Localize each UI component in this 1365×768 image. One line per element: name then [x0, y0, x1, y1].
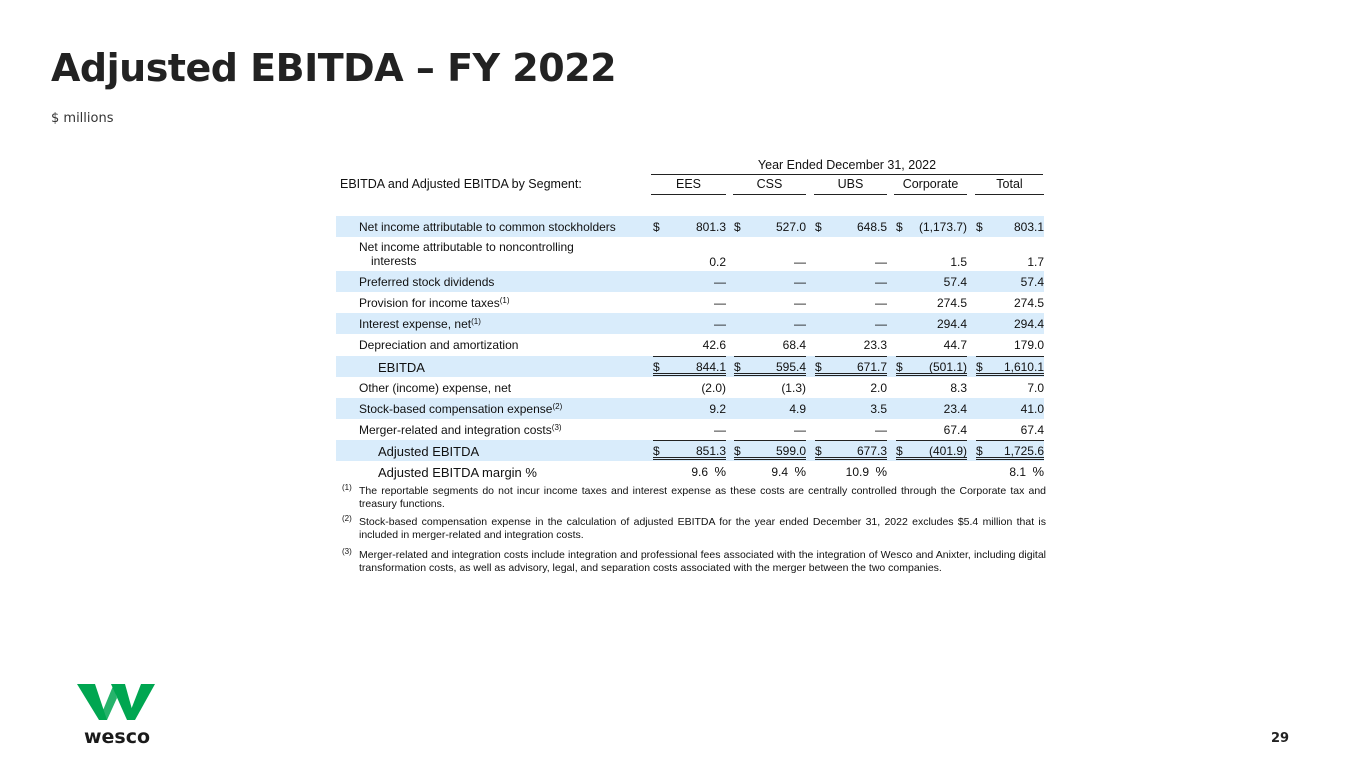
total-double-rule: [896, 373, 967, 376]
currency-symbol: $: [653, 220, 660, 234]
cell-ubs: 677.3: [856, 444, 887, 458]
total-double-rule: [734, 457, 806, 460]
wesco-logo: [77, 684, 157, 753]
cell-corporate: (1,173.7): [918, 220, 967, 234]
table-row: [336, 461, 1044, 482]
table-row: [336, 216, 1044, 237]
subtotal-rule: [896, 440, 967, 441]
cell-ees: 42.6: [702, 338, 726, 352]
row-label: Interest expense, net$^{(1)}$: [359, 317, 481, 331]
cell-css: —: [794, 275, 806, 289]
cell-css: 68.4: [782, 338, 806, 352]
percent-sign: %: [714, 464, 726, 479]
cell-css: 4.9: [789, 402, 806, 416]
subtotal-rule: [734, 356, 806, 357]
cell-corporate: 44.7: [943, 338, 967, 352]
cell-total: 1.7: [1027, 255, 1044, 269]
subtotal-rule: [976, 440, 1044, 441]
row-label: Merger-related and integration costs$^{(3)}$: [359, 423, 562, 437]
cell-total: 7.0: [1027, 381, 1044, 395]
percent-sign: %: [794, 464, 806, 479]
cell-ees: —: [714, 296, 726, 310]
currency-symbol: $: [815, 360, 822, 374]
units-subtitle: $ millions: [51, 111, 114, 126]
cell-ubs: 3.5: [870, 402, 887, 416]
wesco-logo-mark: [77, 684, 157, 748]
currency-symbol: $: [734, 220, 741, 234]
page-number: 29: [1271, 731, 1290, 746]
currency-symbol: $: [976, 444, 983, 458]
cell-css: 595.4: [775, 360, 806, 374]
table-row: [336, 356, 1044, 377]
row-label: Net income attributable to noncontrolling interests: [359, 240, 574, 268]
cell-corporate: 67.4: [943, 423, 967, 437]
cell-ees: —: [714, 423, 726, 437]
cell-total: 179.0: [1013, 338, 1044, 352]
cell-ubs: —: [875, 255, 887, 269]
cell-total: 67.4: [1020, 423, 1044, 437]
cell-ubs: 648.5: [856, 220, 887, 234]
column-header-row: [336, 174, 1044, 194]
table-row: [336, 377, 1044, 398]
period-header: [651, 156, 1043, 175]
footnote-ref: (3): [551, 423, 562, 432]
table-row: [336, 419, 1044, 440]
column-header-corporate: Corporate: [894, 177, 967, 195]
footnote-marker: (2): [342, 514, 352, 523]
currency-symbol: $: [896, 360, 903, 374]
cell-css: 527.0: [775, 220, 806, 234]
currency-symbol: $: [896, 220, 903, 234]
cell-ubs: 10.9: [845, 465, 869, 479]
currency-symbol: $: [815, 220, 822, 234]
cell-css: 599.0: [775, 444, 806, 458]
cell-css: 9.4: [771, 465, 788, 479]
cell-ubs: 23.3: [863, 338, 887, 352]
cell-ees: 844.1: [695, 360, 726, 374]
currency-symbol: $: [734, 444, 741, 458]
cell-corporate: 1.5: [950, 255, 967, 269]
cell-ees: 801.3: [695, 220, 726, 234]
cell-ubs: —: [875, 296, 887, 310]
row-label: Preferred stock dividends: [359, 275, 495, 289]
subtotal-rule: [815, 356, 887, 357]
cell-corporate: (501.1): [928, 360, 967, 374]
row-label: Depreciation and amortization: [359, 338, 519, 352]
cell-ees: —: [714, 317, 726, 331]
cell-corporate: 274.5: [936, 296, 967, 310]
table-row: [336, 334, 1044, 355]
cell-total: 1,725.6: [1003, 444, 1044, 458]
currency-symbol: $: [976, 220, 983, 234]
page-title: Adjusted EBITDA – FY 2022: [51, 46, 617, 90]
currency-symbol: $: [976, 360, 983, 374]
footnote-text: The reportable segments do not incur income taxes and interest expense as these costs are centrally controlled through the Corporate tax and treasury functions.: [359, 485, 1046, 510]
cell-ubs: 2.0: [870, 381, 887, 395]
row-label: Stock-based compensation expense$^{(2)}$: [359, 402, 563, 416]
total-double-rule: [976, 457, 1044, 460]
cell-ubs: —: [875, 423, 887, 437]
total-double-rule: [653, 457, 726, 460]
cell-ees: 9.2: [709, 402, 726, 416]
total-double-rule: [896, 457, 967, 460]
cell-ees: —: [714, 275, 726, 289]
wesco-wordmark: wesco: [83, 726, 151, 748]
row-label: Net income attributable to common stockholders: [359, 220, 616, 234]
cell-total: 274.5: [1013, 296, 1044, 310]
total-double-rule: [976, 373, 1044, 376]
cell-total: 294.4: [1013, 317, 1044, 331]
cell-corporate: 57.4: [943, 275, 967, 289]
table-row: [336, 313, 1044, 334]
subtotal-rule: [896, 356, 967, 357]
cell-total: 57.4: [1020, 275, 1044, 289]
subtotal-rule: [815, 440, 887, 441]
footnote-ref: (1): [471, 317, 481, 326]
currency-symbol: $: [896, 444, 903, 458]
period-header-label: Year Ended December 31, 2022: [757, 158, 937, 172]
cell-ees: (2.0): [701, 381, 726, 395]
cell-total: 8.1: [1009, 465, 1026, 479]
cell-corporate: 8.3: [950, 381, 967, 395]
table-row: [336, 238, 1044, 269]
table-row: [336, 271, 1044, 292]
cell-corporate: (401.9): [928, 444, 967, 458]
cell-css: (1.3): [781, 381, 806, 395]
row-label: Provision for income taxes$^{(1)}$: [359, 296, 510, 310]
column-header-total: Total: [975, 177, 1044, 195]
currency-symbol: $: [653, 444, 660, 458]
table-row: [336, 398, 1044, 419]
percent-sign: %: [875, 464, 887, 479]
cell-corporate: 23.4: [943, 402, 967, 416]
cell-total: 803.1: [1013, 220, 1044, 234]
table-row: [336, 440, 1044, 461]
footnote-marker: (3): [342, 547, 352, 556]
total-double-rule: [653, 373, 726, 376]
cell-total: 41.0: [1020, 402, 1044, 416]
footnote-marker: (1): [342, 483, 352, 492]
footnote-ref: (2): [552, 402, 563, 411]
cell-css: —: [794, 255, 806, 269]
row-label: Other (income) expense, net: [359, 381, 512, 395]
cell-ubs: —: [875, 275, 887, 289]
cell-css: —: [794, 317, 806, 331]
row-label: Adjusted EBITDA: [378, 444, 480, 459]
currency-symbol: $: [815, 444, 822, 458]
cell-css: —: [794, 296, 806, 310]
table-row: [336, 292, 1044, 313]
column-header-ees: EES: [651, 177, 726, 195]
cell-css: —: [794, 423, 806, 437]
row-label: Adjusted EBITDA margin %: [378, 465, 537, 480]
row-label: EBITDA: [378, 360, 425, 375]
subtotal-rule: [653, 440, 726, 441]
cell-ees: 851.3: [695, 444, 726, 458]
cell-ubs: —: [875, 317, 887, 331]
cell-total: 1,610.1: [1003, 360, 1044, 374]
subtotal-rule: [734, 440, 806, 441]
footnote-text: Stock-based compensation expense in the calculation of adjusted EBITDA for the year ended December 31, 2022 excludes $5.4 million that is included in merger-related and integration costs.: [359, 516, 1046, 541]
cell-ees: 0.2: [709, 255, 726, 269]
column-header-css: CSS: [733, 177, 806, 195]
cell-corporate: 294.4: [936, 317, 967, 331]
column-header-ubs: UBS: [814, 177, 887, 195]
currency-symbol: $: [653, 360, 660, 374]
total-double-rule: [815, 373, 887, 376]
footnote-text: Merger-related and integration costs include integration and professional fees associated with the integration of Wesco and Anixter, including digital transformation costs, as well as advisory, legal, and separation costs associated with the merger between the two companies.: [359, 549, 1046, 574]
footnote-ref: (1): [499, 296, 510, 305]
total-double-rule: [815, 457, 887, 460]
segment-label: EBITDA and Adjusted EBITDA by Segment:: [340, 177, 582, 191]
cell-ubs: 671.7: [856, 360, 887, 374]
cell-ees: 9.6: [691, 465, 708, 479]
subtotal-rule: [653, 356, 726, 357]
currency-symbol: $: [734, 360, 741, 374]
subtotal-rule: [976, 356, 1044, 357]
total-double-rule: [734, 373, 806, 376]
percent-sign: %: [1032, 464, 1044, 479]
